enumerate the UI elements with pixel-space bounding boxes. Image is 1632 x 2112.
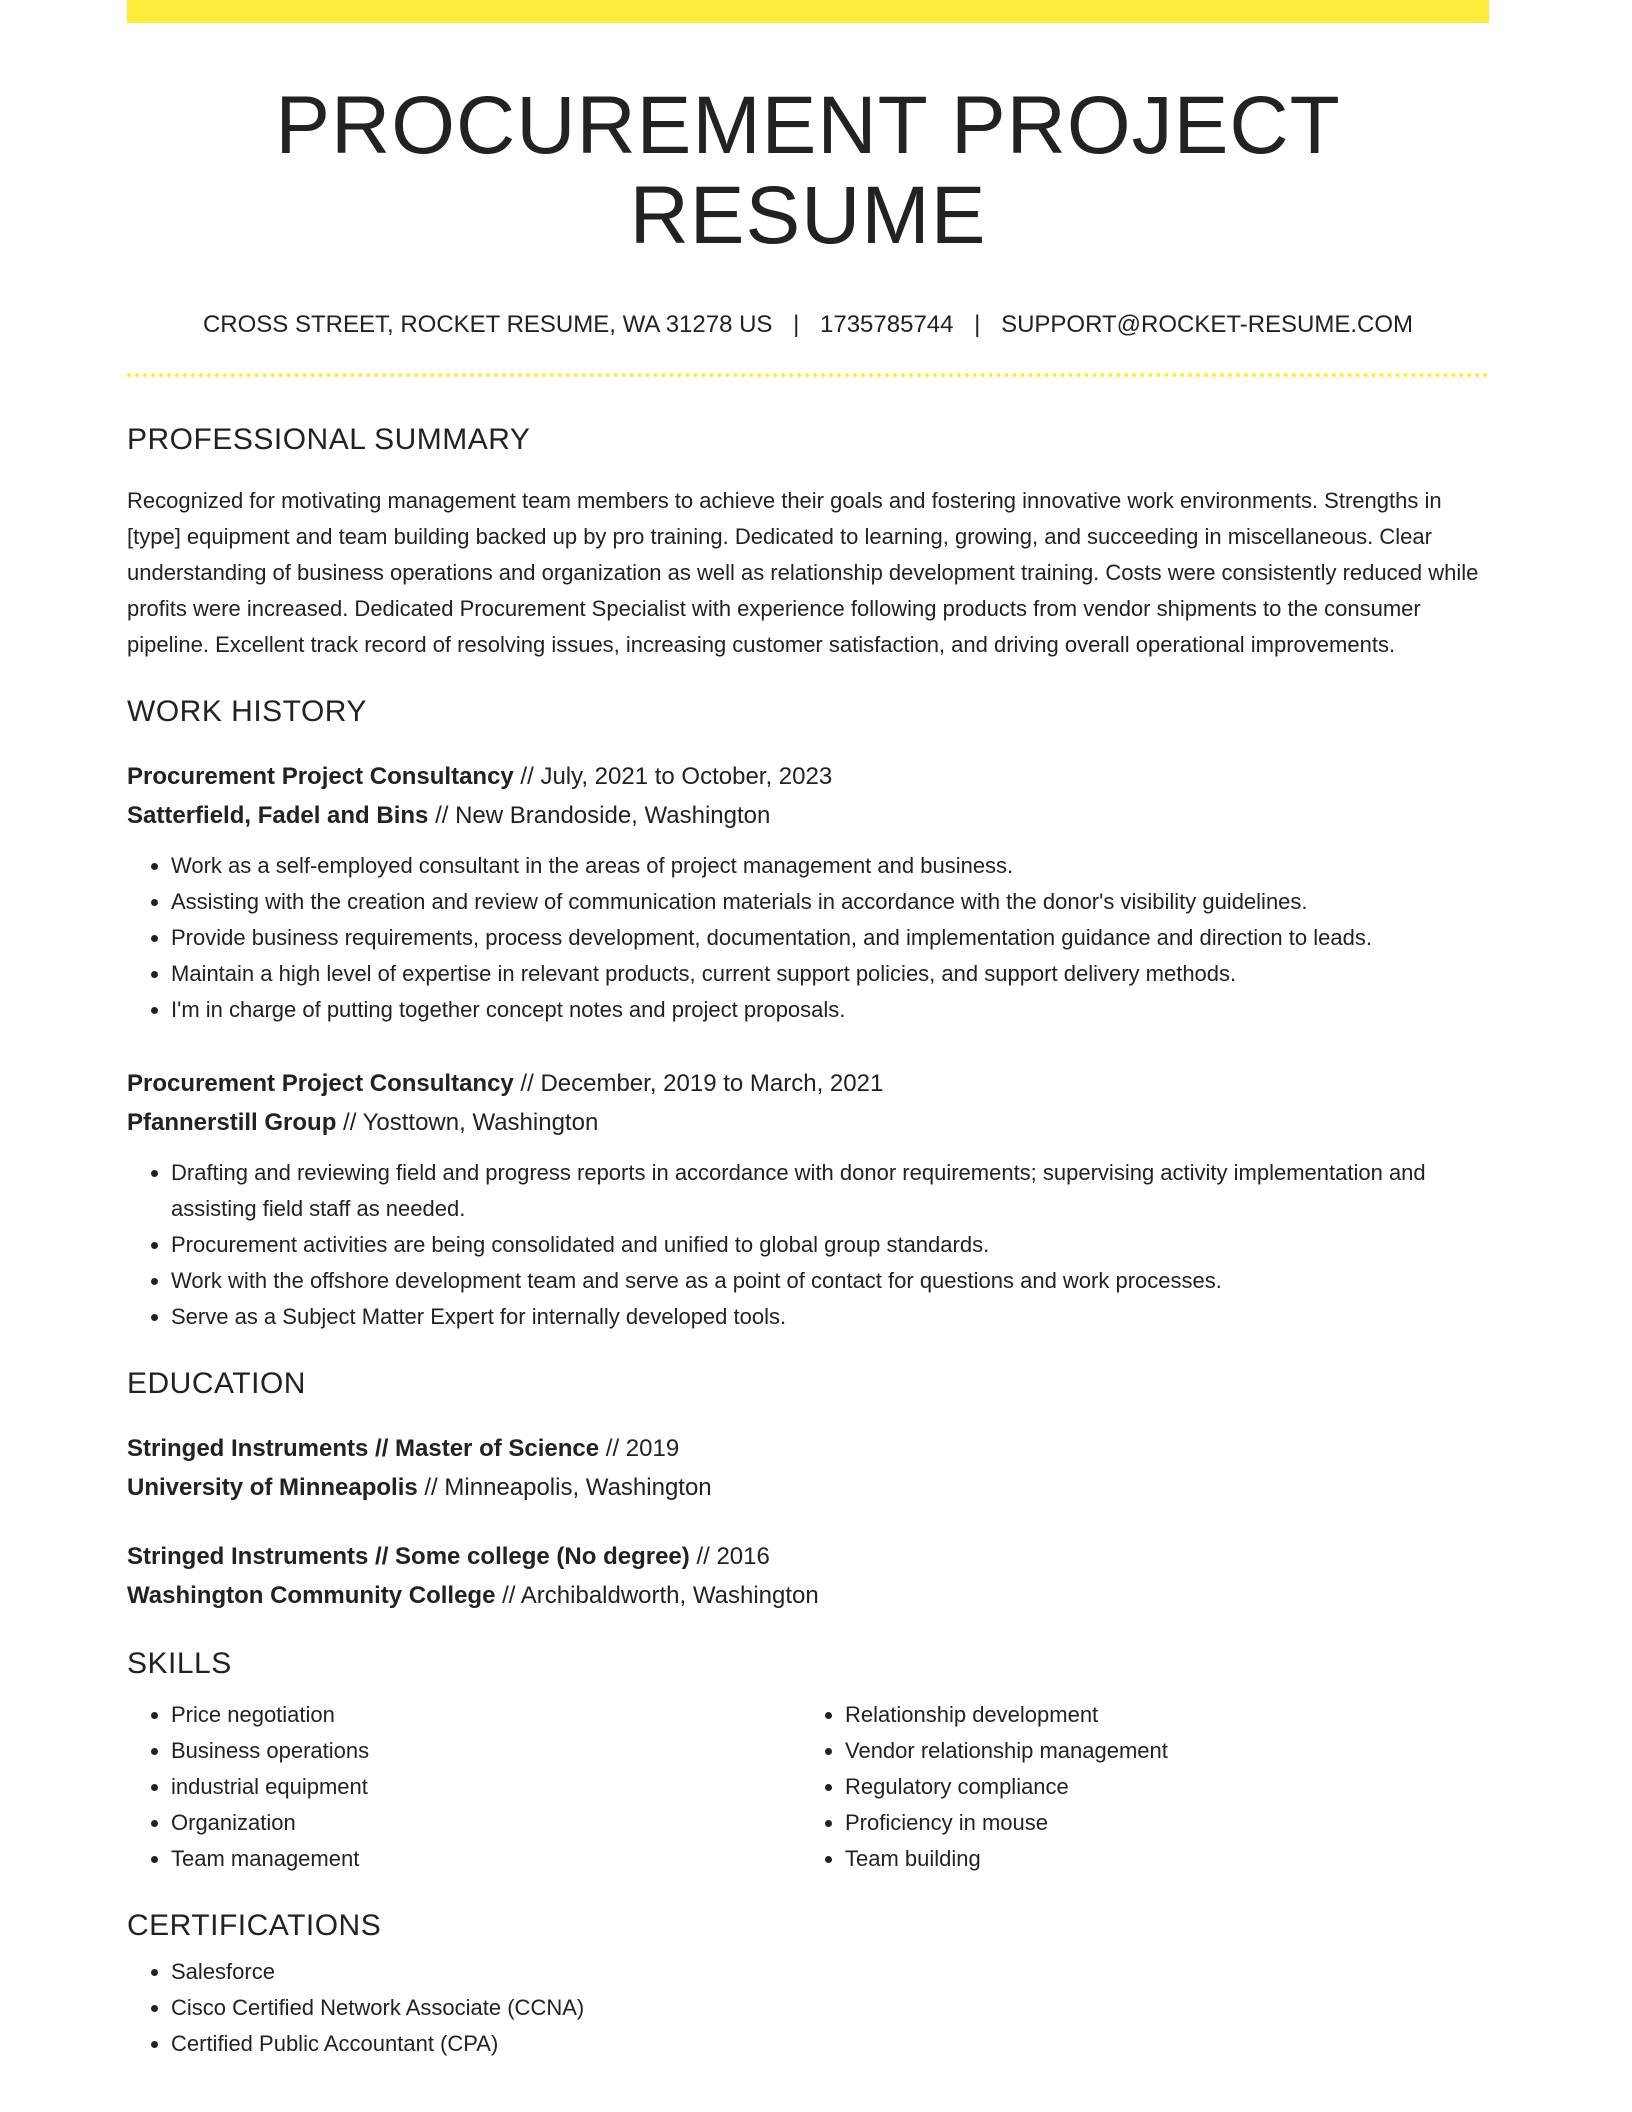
education-degree: Stringed Instruments // Master of Science — [127, 1435, 600, 1463]
list-item: • I'm in charge of putting together concept notes and project proposals. — [171, 992, 1489, 1028]
list-item: • Drafting and reviewing field and progress reports in accordance with donor requirements; supervising activity implementation and assisting field staff as needed. — [171, 1155, 1489, 1227]
education-location: // Minneapolis, Washington — [417, 1474, 712, 1502]
education-year: // 2019 — [599, 1435, 680, 1463]
list-item: • Provide business requirements, process development, documentation, and implementation guidance and direction to leads. — [171, 920, 1489, 956]
job-entry — [127, 757, 1489, 1028]
education-school: Washington Community College — [127, 1582, 496, 1610]
skill-item: • Vendor relationship management — [845, 1733, 1475, 1769]
job-title-line — [127, 1064, 1489, 1103]
list-item: • Procurement activities are being consolidated and unified to global group standards. — [171, 1227, 1489, 1263]
skills-heading: SKILLS — [127, 1647, 232, 1681]
skill-item: • Relationship development — [845, 1697, 1475, 1733]
accent-bar — [127, 0, 1489, 23]
contact-address: CROSS STREET, ROCKET RESUME, WA 31278 US — [202, 311, 773, 339]
education-school: University of Minneapolis — [127, 1474, 418, 1502]
list-item: • Work as a self-employed consultant in the areas of project management and business. — [171, 848, 1489, 884]
job-company-line — [127, 796, 1489, 835]
contact-separator: | — [793, 311, 800, 339]
education-school-line — [127, 1468, 1489, 1507]
list-item: • Work with the offshore development team and serve as a point of contact for questions and work processes. — [171, 1263, 1489, 1299]
certifications-list — [127, 1954, 1489, 2062]
certification-item: • Certified Public Accountant (CPA) — [171, 2026, 1489, 2062]
contact-line — [127, 313, 1489, 337]
dotted-divider — [127, 373, 1489, 377]
job-bullets — [127, 1155, 1489, 1335]
job-dates: // December, 2019 to March, 2021 — [513, 1070, 884, 1098]
skill-item: • Regulatory compliance — [845, 1769, 1475, 1805]
job-location: // Yosttown, Washington — [336, 1109, 599, 1137]
skill-item: • Organization — [171, 1805, 801, 1841]
job-dates: // July, 2021 to October, 2023 — [513, 763, 833, 791]
job-title: Procurement Project Consultancy — [127, 1070, 514, 1098]
skill-item: • Team building — [845, 1841, 1475, 1877]
certification-item: • Salesforce — [171, 1954, 1489, 1990]
education-degree-line — [127, 1537, 1489, 1576]
contact-email: SUPPORT@ROCKET-RESUME.COM — [1001, 311, 1414, 339]
job-company: Satterfield, Fadel and Bins — [127, 802, 429, 830]
list-item: • Assisting with the creation and review of communication materials in accordance with the donor's visibility guidelines. — [171, 884, 1489, 920]
skills-columns — [127, 1697, 1489, 1877]
job-company: Pfannerstill Group — [127, 1109, 337, 1137]
summary-heading: PROFESSIONAL SUMMARY — [127, 423, 531, 457]
list-item: • Serve as a Subject Matter Expert for internally developed tools. — [171, 1299, 1489, 1335]
contact-phone: 1735785744 — [820, 311, 954, 339]
job-entry — [127, 1064, 1489, 1335]
education-school-line — [127, 1576, 1489, 1615]
skills-left-list — [127, 1697, 801, 1877]
work-history-heading: WORK HISTORY — [127, 695, 367, 729]
certifications-heading: CERTIFICATIONS — [127, 1909, 382, 1943]
job-bullets — [127, 848, 1489, 1028]
skill-item: • industrial equipment — [171, 1769, 801, 1805]
skill-item: • Proficiency in mouse — [845, 1805, 1475, 1841]
education-degree-line — [127, 1429, 1489, 1468]
education-location: // Archibaldworth, Washington — [495, 1582, 819, 1610]
education-entry — [127, 1429, 1489, 1507]
certification-item: • Cisco Certified Network Associate (CCNA) — [171, 1990, 1489, 2026]
resume-title: PROCUREMENT PROJECT RESUME — [275, 80, 1341, 262]
education-entry — [127, 1537, 1489, 1615]
education-heading: EDUCATION — [127, 1367, 306, 1401]
job-title-line — [127, 757, 1489, 796]
list-item: • Maintain a high level of expertise in relevant products, current support policies, and support delivery methods. — [171, 956, 1489, 992]
job-title: Procurement Project Consultancy — [127, 763, 514, 791]
skills-right-list — [801, 1697, 1475, 1877]
skill-item: • Business operations — [171, 1733, 801, 1769]
job-location: // New Brandoside, Washington — [428, 802, 771, 830]
contact-separator: | — [974, 311, 981, 339]
skill-item: • Price negotiation — [171, 1697, 801, 1733]
summary-text: Recognized for motivating management team members to achieve their goals and fostering innovative work environments. Strengths in [type] equipment and team building backed up by pro training. Dedicated to learning, growing, and succeeding in miscellaneous. Clear understanding of business operations and organization as well as relationship development training. Costs were consistently reduced while profits were increased. Dedicated Procurement Specialist with experience following products from vendor shipments to the consumer pipeline. Excellent track record of resolving issues, increasing customer satisfaction, and driving overall operational improvements. — [127, 488, 1479, 658]
education-degree: Stringed Instruments // Some college (No degree) — [127, 1543, 690, 1571]
job-company-line — [127, 1103, 1489, 1142]
skill-item: • Team management — [171, 1841, 801, 1877]
resume-page — [127, 0, 1489, 2062]
education-year: // 2016 — [689, 1543, 770, 1571]
